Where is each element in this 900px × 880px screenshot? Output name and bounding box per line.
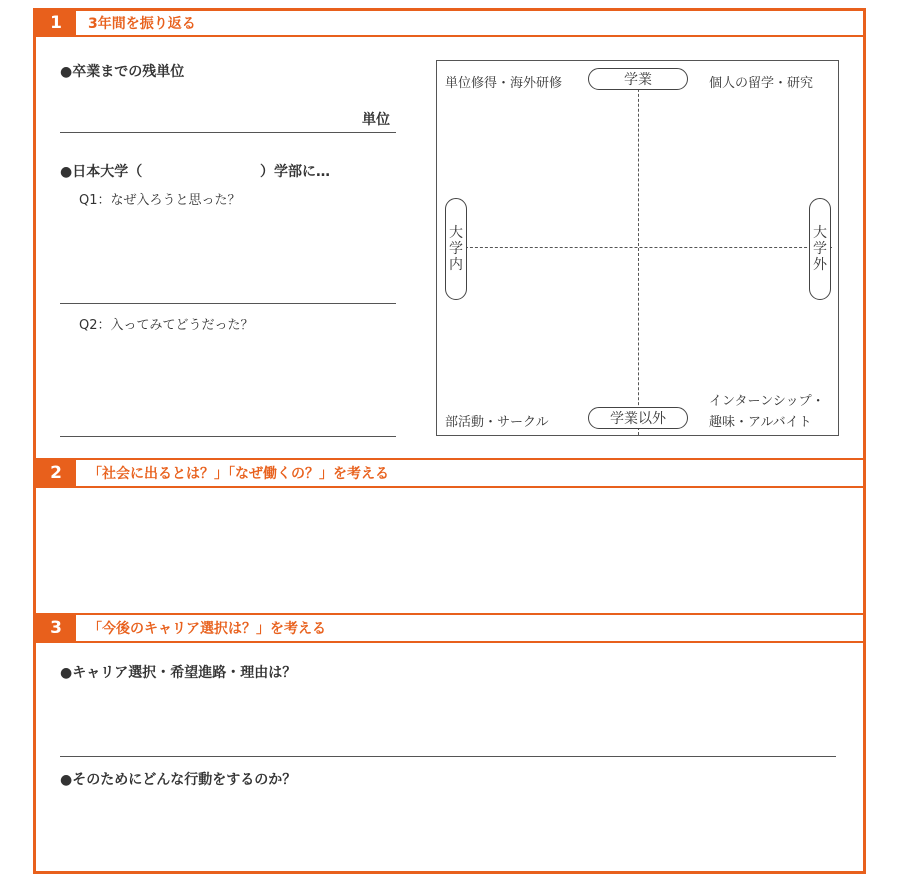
activity-matrix (436, 60, 839, 436)
credits-unit-label: 単位 (362, 112, 390, 128)
question-2: Q2：入ってみてどうだった？ (79, 318, 254, 333)
axis-left-char: 内 (449, 257, 463, 273)
axis-non-academic-bottom: 学業以外 (588, 407, 688, 429)
axis-right-char: 外 (813, 257, 827, 273)
axis-on-campus-left (445, 198, 467, 300)
axis-left-char: 学 (449, 241, 463, 257)
section-1-number: 1 (36, 11, 76, 35)
axis-academic-top: 学業 (588, 68, 688, 90)
career-choice-question: ●キャリア選択・希望進路・理由は？ (60, 665, 297, 681)
matrix-vertical-axis (638, 69, 639, 435)
section-2-answer-area[interactable] (36, 488, 863, 613)
q1-write-line[interactable] (60, 303, 396, 304)
quadrant-top-right: 個人の留学・研究 (709, 76, 814, 91)
section-3-header (36, 613, 863, 643)
quadrant-bottom-right-line2: 趣味・アルバイト (709, 415, 812, 430)
quadrant-bottom-right-line1: インターンシップ・ (709, 394, 825, 409)
quadrant-top-left: 単位修得・海外研修 (445, 76, 563, 91)
axis-left-char: 大 (449, 225, 463, 241)
q2-write-line[interactable] (60, 436, 396, 437)
credits-write-line[interactable] (60, 132, 396, 133)
question-1: Q1：なぜ入ろうと思った？ (79, 193, 241, 208)
career-write-line[interactable] (60, 756, 836, 757)
section-2-number: 2 (36, 460, 76, 486)
quadrant-bottom-left: 部活動・サークル (445, 415, 549, 430)
axis-off-campus-right (809, 198, 831, 300)
section-3-number: 3 (36, 615, 76, 641)
university-label-prefix: ●日本大学（ (60, 164, 143, 180)
university-label-suffix: ）学部に… (260, 164, 330, 180)
axis-right-char: 学 (813, 241, 827, 257)
section-1-title: 3年間を振り返る (88, 16, 196, 32)
action-question: ●そのためにどんな行動をするのか？ (60, 772, 297, 788)
section-2-header (36, 458, 863, 488)
matrix-horizontal-axis (445, 247, 832, 248)
section-2-title: 「社会に出るとは？」「なぜ働くの？」を考える (88, 466, 389, 482)
axis-right-char: 大 (813, 225, 827, 241)
section-1-header (36, 11, 863, 37)
remaining-credits-label: ●卒業までの残単位 (60, 64, 185, 80)
section-3-title: 「今後のキャリア選択は？」を考える (88, 621, 326, 637)
worksheet (33, 8, 866, 874)
